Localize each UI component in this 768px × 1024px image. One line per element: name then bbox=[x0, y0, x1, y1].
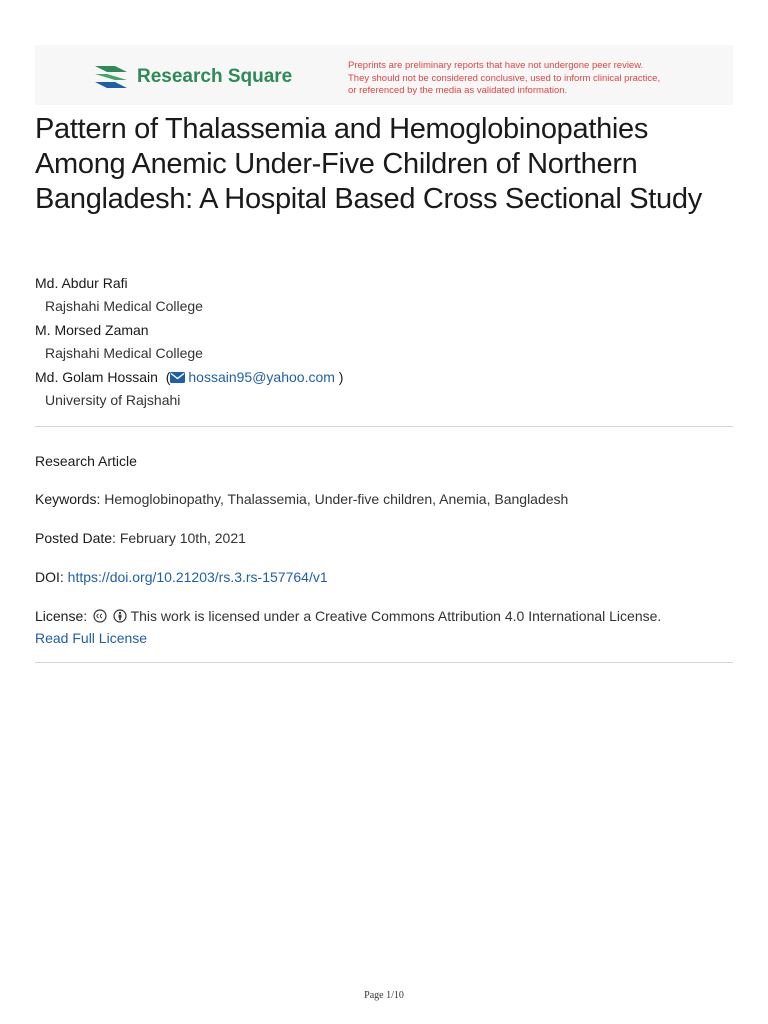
article-type bbox=[35, 450, 733, 472]
research-square-logo[interactable] bbox=[93, 64, 292, 90]
article-type-label: Research Article bbox=[35, 453, 137, 469]
author-email-link[interactable] bbox=[170, 369, 335, 385]
notice-line: or referenced by the media as validated information. bbox=[348, 85, 568, 96]
notice-line: Preprints are preliminary reports that have not undergone peer review. bbox=[348, 60, 644, 71]
posted-date-label: Posted Date: bbox=[35, 530, 116, 546]
section-divider bbox=[35, 662, 733, 663]
paper-title: Pattern of Thalassemia and Hemoglobinopathies Among Anemic Under-Five Children of Northern Bangladesh: A Hospital Based Cross Sectional Study bbox=[35, 113, 702, 215]
author-list bbox=[35, 271, 725, 412]
doi-label: DOI: bbox=[35, 569, 64, 585]
creative-commons-icon bbox=[93, 609, 107, 623]
author-name: Md. Abdur Rafi bbox=[35, 275, 128, 291]
author-email: hossain95@yahoo.com bbox=[188, 369, 335, 385]
author-name: M. Morsed Zaman bbox=[35, 322, 149, 338]
author-name: Md. Golam Hossain bbox=[35, 369, 158, 385]
author-entry-corresponding bbox=[35, 365, 725, 389]
doi-row bbox=[35, 566, 733, 588]
email-open-paren: ( bbox=[161, 369, 171, 385]
license-text: This work is licensed under a Creative Commons Attribution 4.0 International License. bbox=[130, 608, 662, 624]
section-divider bbox=[35, 426, 733, 427]
envelope-icon bbox=[170, 372, 185, 383]
author-affiliation: Rajshahi Medical College bbox=[45, 298, 203, 314]
read-full-license-link[interactable]: Read Full License bbox=[35, 630, 148, 646]
doi-link[interactable]: https://doi.org/10.21203/rs.3.rs-157764/v1 bbox=[67, 569, 328, 585]
posted-date-value: February 10th, 2021 bbox=[119, 530, 246, 546]
email-close-paren: ) bbox=[334, 369, 344, 385]
posted-date-row bbox=[35, 527, 733, 549]
author-affiliation: Rajshahi Medical College bbox=[45, 345, 203, 361]
keywords-row bbox=[35, 488, 733, 510]
license-row bbox=[35, 605, 733, 649]
logo-text: Research Square bbox=[137, 66, 293, 87]
keywords-value: Hemoglobinopathy, Thalassemia, Under-five children, Anemia, Bangladesh bbox=[104, 491, 569, 507]
page-number: Page 1/10 bbox=[364, 990, 404, 1001]
attribution-icon bbox=[113, 609, 127, 623]
research-square-logo-icon bbox=[93, 64, 129, 90]
license-label: License: bbox=[35, 608, 88, 624]
notice-line: They should not be considered conclusive, used to inform clinical practice, bbox=[348, 72, 661, 84]
keywords-label: Keywords: bbox=[35, 491, 101, 507]
preprint-notice bbox=[348, 60, 708, 98]
author-affiliation: University of Rajshahi bbox=[45, 392, 181, 408]
